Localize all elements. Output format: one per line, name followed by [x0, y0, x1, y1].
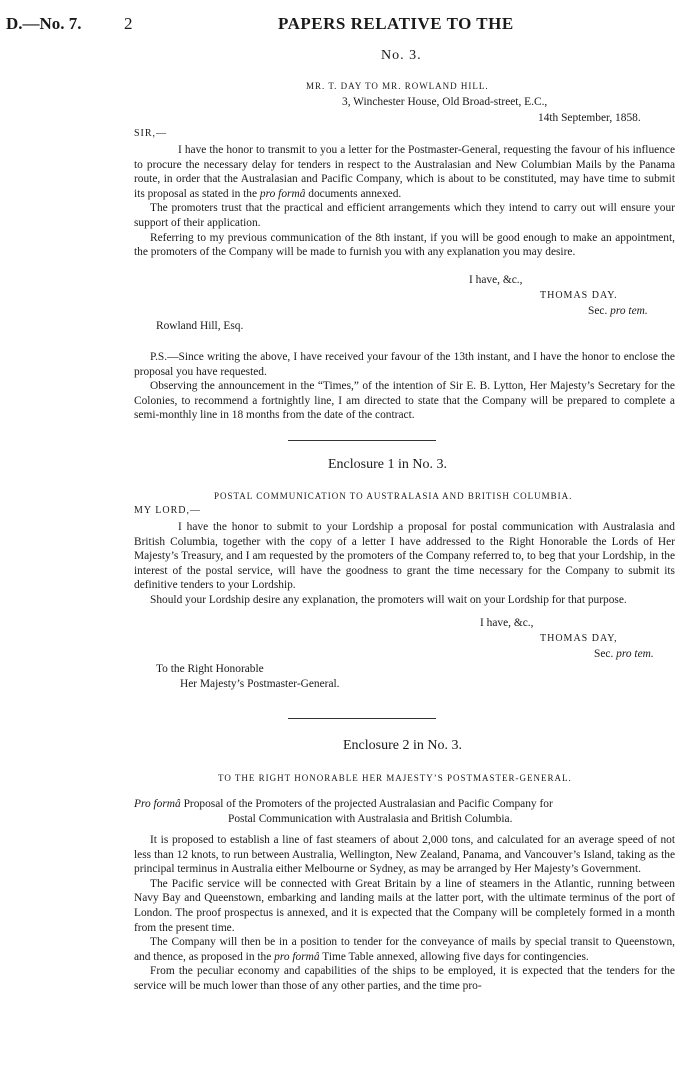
enc2-p1-text: It is proposed to establish a line of fast steamers of about 2,000 tons, and calculated for an average speed of not less than 12 knots, to run between Australia, Wellington, New Zealand, Panama, and Vancouver’s Island, taking as the principal terminus in Australia either Melbourne or Sydney, as may be arranged by Her Majesty’s Government. [134, 834, 675, 876]
letter-paragraph-2 [134, 201, 675, 230]
enclosure-2-paragraph-2 [134, 877, 675, 935]
enclosure-1-sig-title [594, 648, 654, 660]
enc2-p3-start: The Company will then be in a position to tender for the conveyance of mails by special transit to Queenstown, and thence, as proposed in the [134, 936, 675, 963]
letter-heading: MR. T. DAY TO MR. ROWLAND HILL. [306, 81, 489, 91]
enclosure-1-addressee-2: Her Majesty’s Postmaster-General. [180, 678, 340, 690]
letter-paragraph-3 [134, 231, 675, 260]
enc1-p2-text: Should your Lordship desire any explanation, the promoters will wait on your Lordship for that purpose. [150, 593, 627, 606]
letter-p2-text: The promoters trust that the practical and efficient arrangements which they intend to carry out will ensure your support of their application. [134, 202, 675, 229]
letter-address: 3, Winchester House, Old Broad-street, E.C., [342, 96, 548, 108]
postscript-paragraph-2 [134, 379, 675, 423]
enc2-p3-italic: pro formâ [274, 950, 320, 963]
enclosure-1-title: Enclosure 1 in No. 3. [328, 457, 447, 472]
letter-body [134, 143, 675, 260]
letter-signature: THOMAS DAY. [540, 290, 618, 301]
sig-title-prefix: Sec. [588, 305, 608, 317]
enclosure-2-subject: TO THE RIGHT HONORABLE HER MAJESTY’S POSTMASTER-GENERAL. [218, 773, 572, 783]
postscript [134, 350, 675, 423]
intro-line-1-text: Proposal of the Promoters of the projected Australasian and Pacific Company for [183, 798, 553, 810]
page-number: 2 [124, 14, 133, 33]
enclosure-1-paragraph-2 [134, 593, 675, 608]
ps2-text: Observing the announcement in the “Times,” of the intention of Sir E. B. Lytton, Her Majesty’s Secretary for the Colonies, to recommend a fortnightly line, I am directed to state that the Company will be prepared to complete a semi-monthly line in 18 months from the date of the contract. [134, 380, 675, 422]
enclosure-1-signature: THOMAS DAY, [540, 633, 618, 644]
letter-p3-text: Referring to my previous communication of the 8th instant, if you will be good enough to make an appointment, the promoters of the Company will be made to furnish you with any explanation you may desire. [134, 231, 675, 259]
salutation: SIR,— [134, 128, 168, 139]
enclosure-2-paragraph-1 [134, 833, 675, 877]
document-code: D.—No. 7. [6, 14, 82, 33]
letter-date: 14th September, 1858. [538, 112, 641, 124]
enclosure-2-intro-line-2: Postal Communication with Australasia and British Columbia. [228, 813, 513, 825]
enclosure-1-body [134, 520, 675, 608]
enclosure-2-body [134, 833, 675, 994]
enc1-p1-text: I have the honor to submit to your Lordship a proposal for postal communication with Australasia and British Columbia, together with the copy of a letter I have addressed to the Right Honorable the Lords of Her Majesty’s Treasury, and I am requested by the promoters of the Company referred to, to beg that your Lordship, in the interest of the postal service, will have the goodness to grant the time necessary for the Company to submit its definitive tenders to your Lordship. [134, 521, 675, 592]
enclosure-1-closing: I have, &c., [480, 617, 534, 629]
letter-number: No. 3. [381, 48, 422, 63]
running-title: PAPERS RELATIVE TO THE [278, 14, 514, 33]
enclosure-1-salutation: MY LORD,— [134, 505, 201, 516]
intro-italic: Pro formâ [134, 798, 181, 810]
enc2-p2-text: The Pacific service will be connected with Great Britain by a line of steamers in the Atlantic, running between Navy Bay and Queenstown, embarking and landing mails at the latter port, with the ultimate terminus of the port of London. The proof prospectus is annexed, and it is expected that the Company will be completely formed in a month from the present time. [134, 877, 675, 934]
postscript-paragraph-1 [134, 350, 675, 379]
enclosure-1-subject: POSTAL COMMUNICATION TO AUSTRALASIA AND BRITISH COLUMBIA. [214, 491, 573, 501]
letter-p1-text: I have the honor to transmit to you a letter for the Postmaster-General, requesting the favour of his influence to procure the necessary delay for tenders in respect to the Australasian and New Columbian Mails by the Panama route, in order that the Australasian and Pacific Company, which is about to be constituted, may have time to submit its proposal as stated in the [134, 144, 675, 200]
enclosure-1-addressee-1: To the Right Honorable [156, 663, 264, 675]
section-divider-2 [288, 718, 436, 719]
letter-paragraph-1 [134, 143, 675, 201]
enclosure-2-paragraph-3 [134, 935, 675, 964]
pro-forma-italic: pro formâ [259, 187, 306, 200]
enclosure-2-intro-line-1 [134, 798, 553, 810]
letter-p1-end: documents annexed. [308, 187, 402, 200]
ps1-text: P.S.—Since writing the above, I have received your favour of the 13th instant, and I have the honor to enclose the proposal you have requested. [134, 351, 675, 378]
enclosure-2-paragraph-4 [134, 964, 675, 993]
sig-title-italic: pro tem. [610, 305, 648, 317]
enc2-p4-text: From the peculiar economy and capabilities of the ships to be employed, it is expected that the tenders for the service will be much lower than those of any other parties, and the time pro- [134, 965, 675, 992]
enc1-sig-italic: pro tem. [616, 648, 654, 660]
enc2-p3-end: Time Table annexed, allowing five days for contingencies. [322, 950, 589, 963]
letter-sig-title [588, 305, 648, 317]
enc1-sig-prefix: Sec. [594, 648, 614, 660]
letter-addressee: Rowland Hill, Esq. [156, 320, 244, 332]
section-divider [288, 440, 436, 441]
enclosure-2-title: Enclosure 2 in No. 3. [343, 738, 462, 753]
enclosure-1-paragraph-1 [134, 520, 675, 593]
letter-closing: I have, &c., [469, 274, 523, 286]
